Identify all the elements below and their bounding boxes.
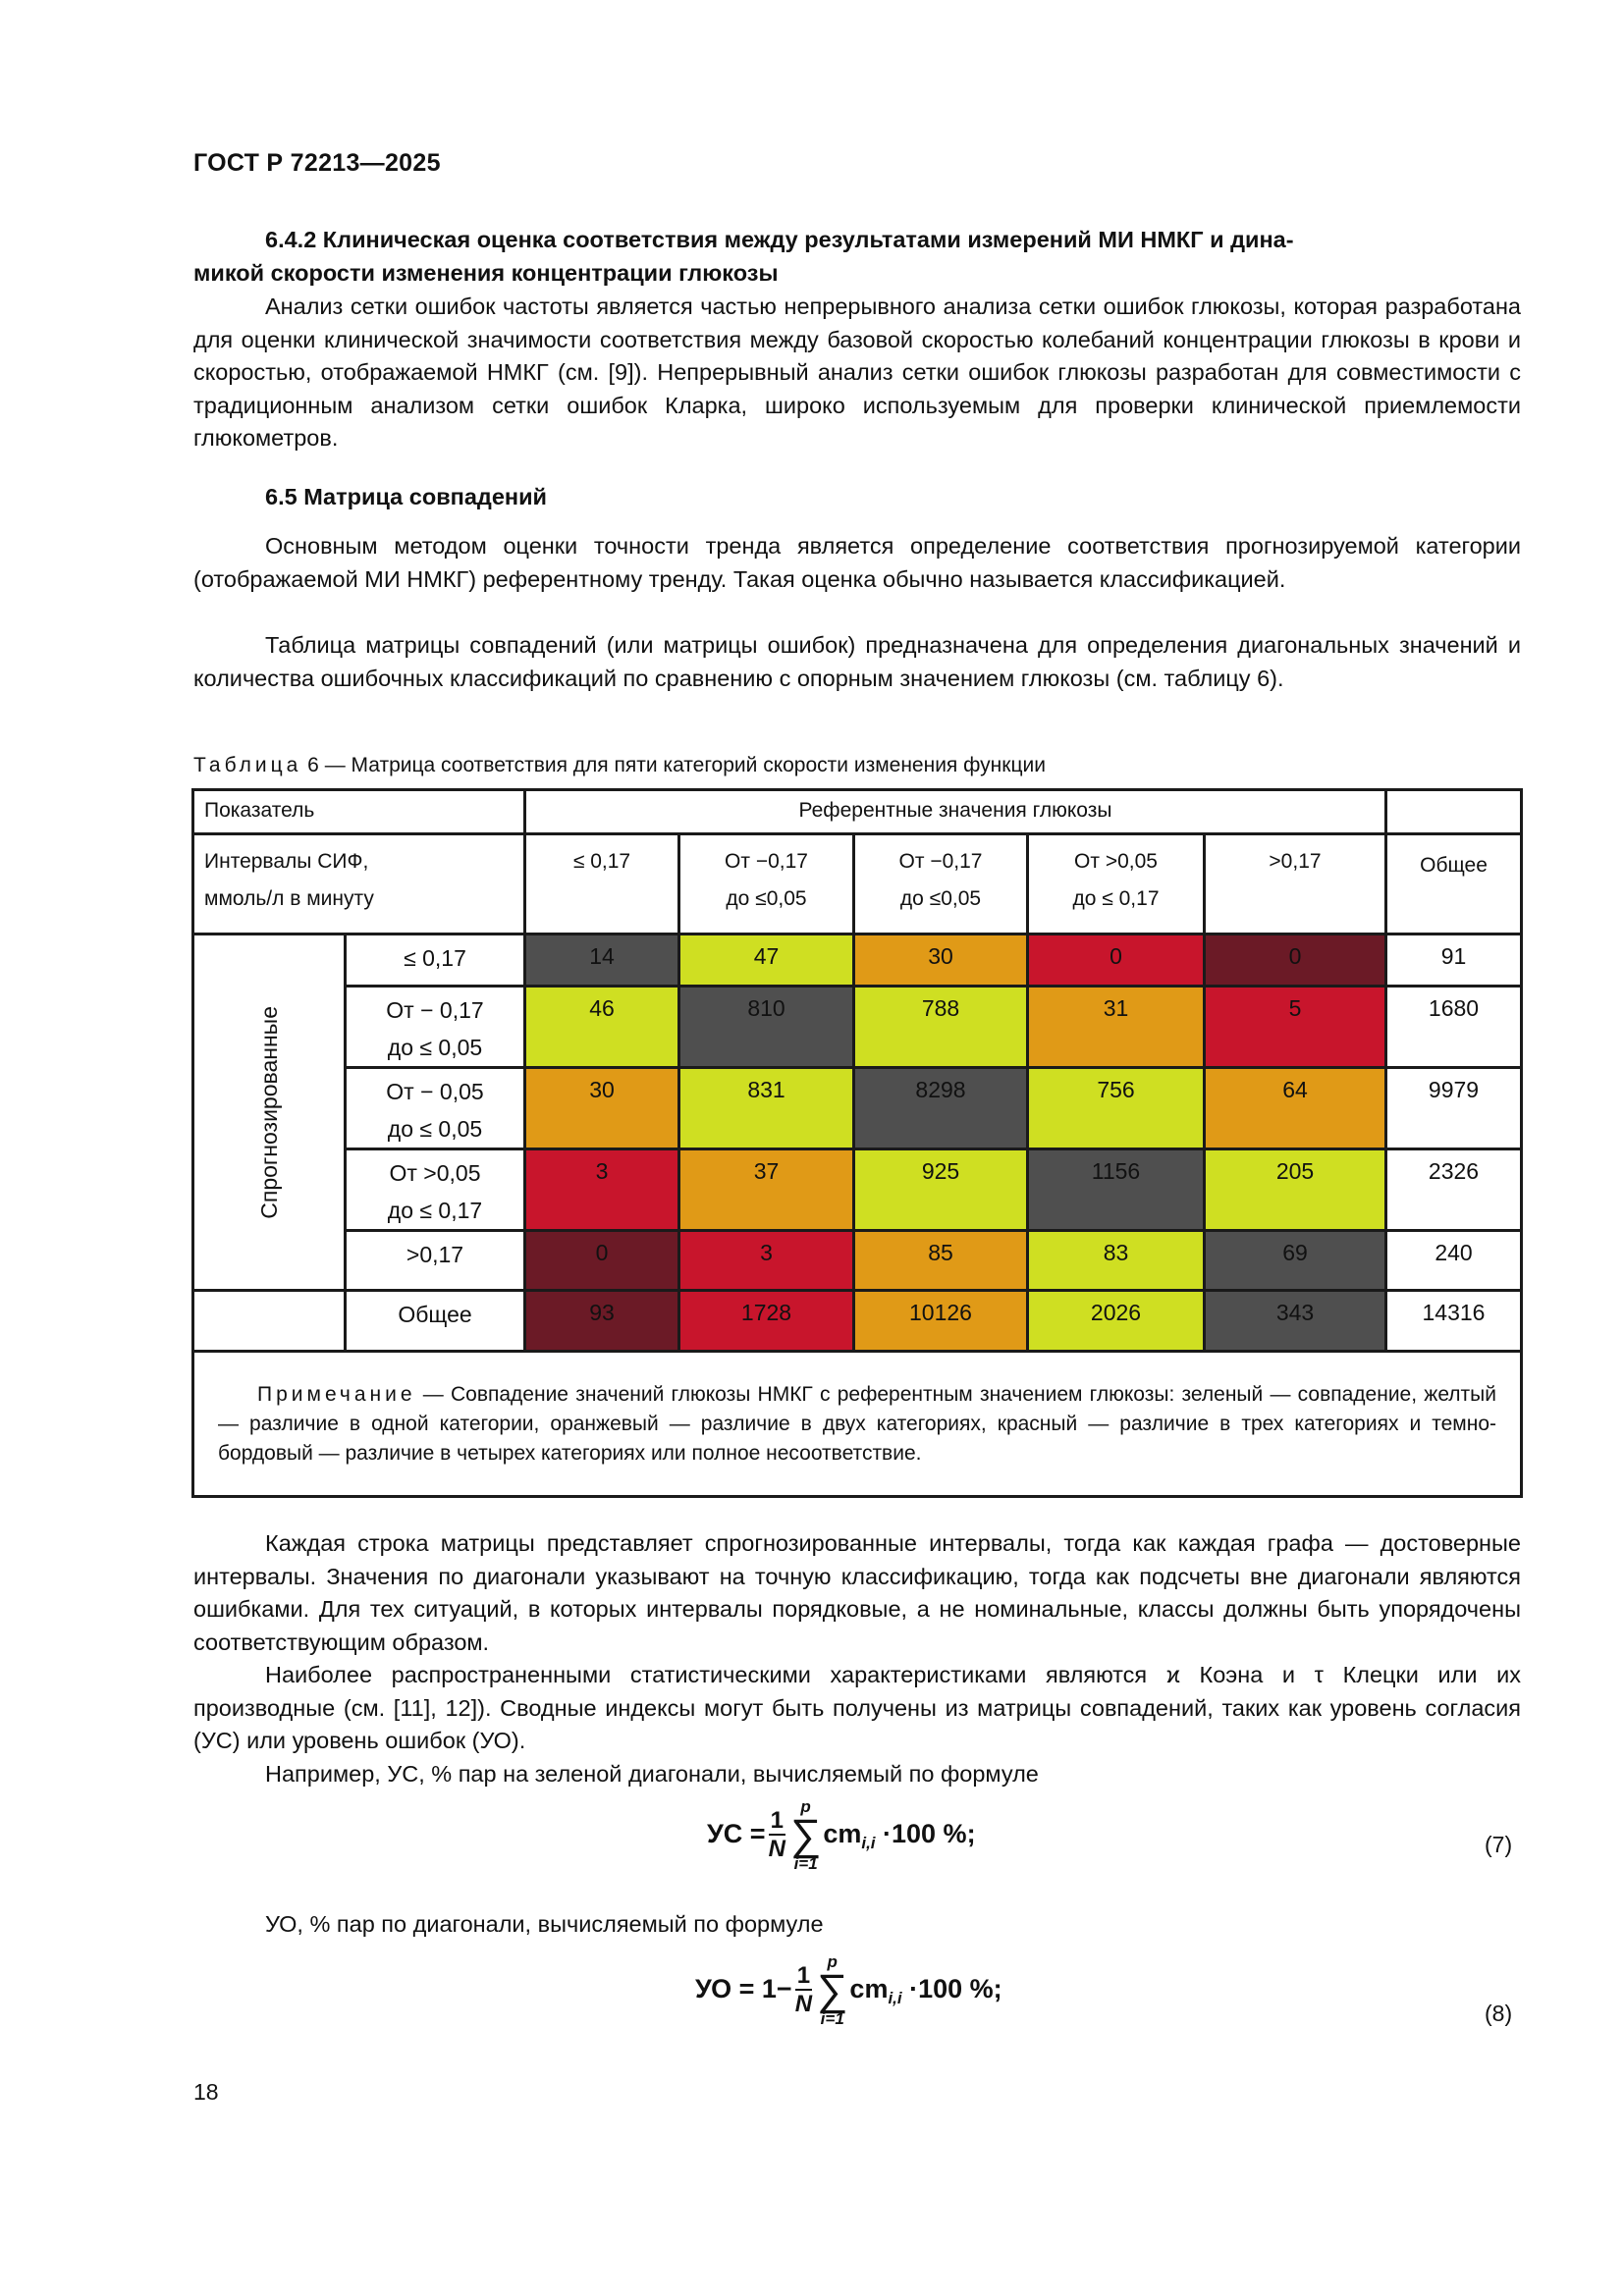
matrix-cell: 0 [1205,934,1386,987]
row-label: От − 0,17 до ≤ 0,05 [346,987,525,1068]
row-total: 240 [1386,1231,1522,1291]
header-intervals: Интервалы СИФ, ммоль/л в минуту [193,834,525,934]
column-total: 1728 [679,1291,854,1352]
after-table-para4: УО, % пар по диагонали, вычисляемый по формуле [265,1911,824,1937]
matrix-cell: 831 [679,1068,854,1149]
confusion-matrix-table [191,788,1523,1498]
after-table-para3: Например, УС, % пар на зеленой диагонали, вычисляемый по формуле [265,1761,1039,1787]
matrix-cell: 69 [1205,1231,1386,1291]
sum-symbol: p ∑ i=1 [789,1797,822,1873]
column-header: От −0,17 до ≤0,05 [679,834,854,934]
total-row-empty-cell [193,1291,346,1352]
row-label: >0,17 [346,1231,525,1291]
header-row-1 [193,790,1522,834]
header-indicator: Показатель [193,790,525,834]
table-note: Примечание — Совпадение значений глюкозы НМКГ с референтным значением глюкозы: зеленый — совпадение, желтый — различие в одной категории, оранжевый — различие в двух категориях, красный — различие в трех категориях и темно-бордовый — различие в четырех категориях или полное несоответствие. [193,1352,1522,1497]
section-6-5-heading: 6.5 Матрица совпадений [265,484,547,509]
matrix-cell: 810 [679,987,854,1068]
column-total: 93 [525,1291,679,1352]
document-header: ГОСТ Р 72213—2025 [193,149,441,177]
after-table-para1: Каждая строка матрицы представляет спрогнозированные интервалы, тогда как каждая графа — достоверные интервалы. Значения по диагонали указывают на точную классификацию, тогда как подсчеты вне диагонали являются ошибками. Для тех ситуаций, в которых интервалы порядковые, а не номинальные, классы должны быть упорядочены соответствующим образом. [193,1530,1521,1655]
column-header: От >0,05 до ≤ 0,17 [1028,834,1205,934]
table-row [193,1068,1522,1149]
matrix-cell: 64 [1205,1068,1386,1149]
matrix-cell: 205 [1205,1149,1386,1231]
table-row [193,1231,1522,1291]
header-reference-values: Референтные значения глюкозы [525,790,1386,834]
sum-symbol: p ∑ i=1 [817,1952,848,2028]
matrix-cell: 37 [679,1149,854,1231]
grand-total: 14316 [1386,1291,1522,1352]
after-table-para2: Наиболее распространенными статистическими характеристиками являются ϰ Коэна и τ Клецки или их производные (см. [11], 12]). Сводные индексы могут быть получены из матрицы совпадений, таких как уровень согласия (УС) или уровень ошибок (УО). [193,1662,1521,1753]
fraction: $\frac{1}{N}$ [794,1962,813,2017]
matrix-cell: 5 [1205,987,1386,1068]
column-header: От −0,17 до ≤0,05 [854,834,1028,934]
matrix-cell: 31 [1028,987,1205,1068]
row-label: От >0,05 до ≤ 0,17 [346,1149,525,1231]
section-6-5-para2: Таблица матрицы совпадений (или матрицы ошибок) предназначена для определения диагональных значений и количества ошибочных классификаций по сравнению с опорным значением глюкозы (см. таблицу 6). [193,632,1521,691]
matrix-cell: 85 [854,1231,1028,1291]
total-row [193,1291,1522,1352]
formula-8: УО = 1− $\frac{1}{N}$ p ∑ i=1 $cm_{i,i} \cdot 100$ %; [695,1952,1002,2028]
matrix-cell: 83 [1028,1231,1205,1291]
fraction: $\frac{1}{N}$ [768,1807,785,1862]
header-row-2 [193,834,1522,934]
matrix-cell: 8298 [854,1068,1028,1149]
matrix-cell: 46 [525,987,679,1068]
column-header-total: Общее [1386,834,1522,934]
matrix-cell: 925 [854,1149,1028,1231]
matrix-cell: 14 [525,934,679,987]
section-6-4-2-heading: 6.4.2 Клиническая оценка соответствия между результатами измерений МИ НМКГ и дина- микой скорости изменения концентрации глюкозы [193,227,1294,286]
column-total: 10126 [854,1291,1028,1352]
matrix-cell: 30 [525,1068,679,1149]
row-total: 9979 [1386,1068,1522,1149]
header-empty-cell [1386,790,1522,834]
table-caption: Таблица 6 — Матрица соответствия для пяти категорий скорости изменения функции [193,754,1046,776]
table-row [193,934,1522,987]
table-row [193,987,1522,1068]
formula-7: УС = $\frac{1}{N}$ p ∑ i=1 $cm_{i,i} \cdot 100$ %; [707,1797,976,1873]
column-header: ≤ 0,17 [525,834,679,934]
row-total: 2326 [1386,1149,1522,1231]
section-6-5-para1: Основным методом оценки точности тренда является определение соответствия прогнозируемой категории (отображаемой МИ НМКГ) референтному тренду. Такая оценка обычно называется классификацией. [193,533,1521,592]
matrix-cell: 788 [854,987,1028,1068]
matrix-cell: 0 [1028,934,1205,987]
table-row [193,1149,1522,1231]
matrix-cell: 0 [525,1231,679,1291]
matrix-cell: 47 [679,934,854,987]
row-label: ≤ 0,17 [346,934,525,987]
column-header: >0,17 [1205,834,1386,934]
equation-number-8: (8) [1485,2001,1513,2026]
column-total: 2026 [1028,1291,1205,1352]
total-row-label: Общее [346,1291,525,1352]
row-group-label: Спрогнозированные [255,1005,282,1219]
equation-number-7: (7) [1485,1832,1513,1857]
page-number: 18 [193,2079,219,2105]
row-total: 91 [1386,934,1522,987]
row-group-label-cell [193,934,346,1291]
row-total: 1680 [1386,987,1522,1068]
matrix-cell: 1156 [1028,1149,1205,1231]
matrix-cell: 3 [679,1231,854,1291]
matrix-cell: 30 [854,934,1028,987]
matrix-cell: 756 [1028,1068,1205,1149]
note-row [193,1352,1522,1497]
matrix-cell: 3 [525,1149,679,1231]
section-6-4-2-body: Анализ сетки ошибок частоты является частью непрерывного анализа сетки ошибок глюкозы, которая разработана для оценки клинической значимости соответствия между базовой скоростью колебаний концентрации глюкозы в крови и скоростью, отображаемой НМКГ (см. [9]). Непрерывный анализ сетки ошибок глюкозы разработан для совместимости с традиционным анализом сетки ошибок Кларка, широко используемым для проверки клинической приемлемости глюкометров. [193,294,1521,451]
column-total: 343 [1205,1291,1386,1352]
row-label: От − 0,05 до ≤ 0,05 [346,1068,525,1149]
